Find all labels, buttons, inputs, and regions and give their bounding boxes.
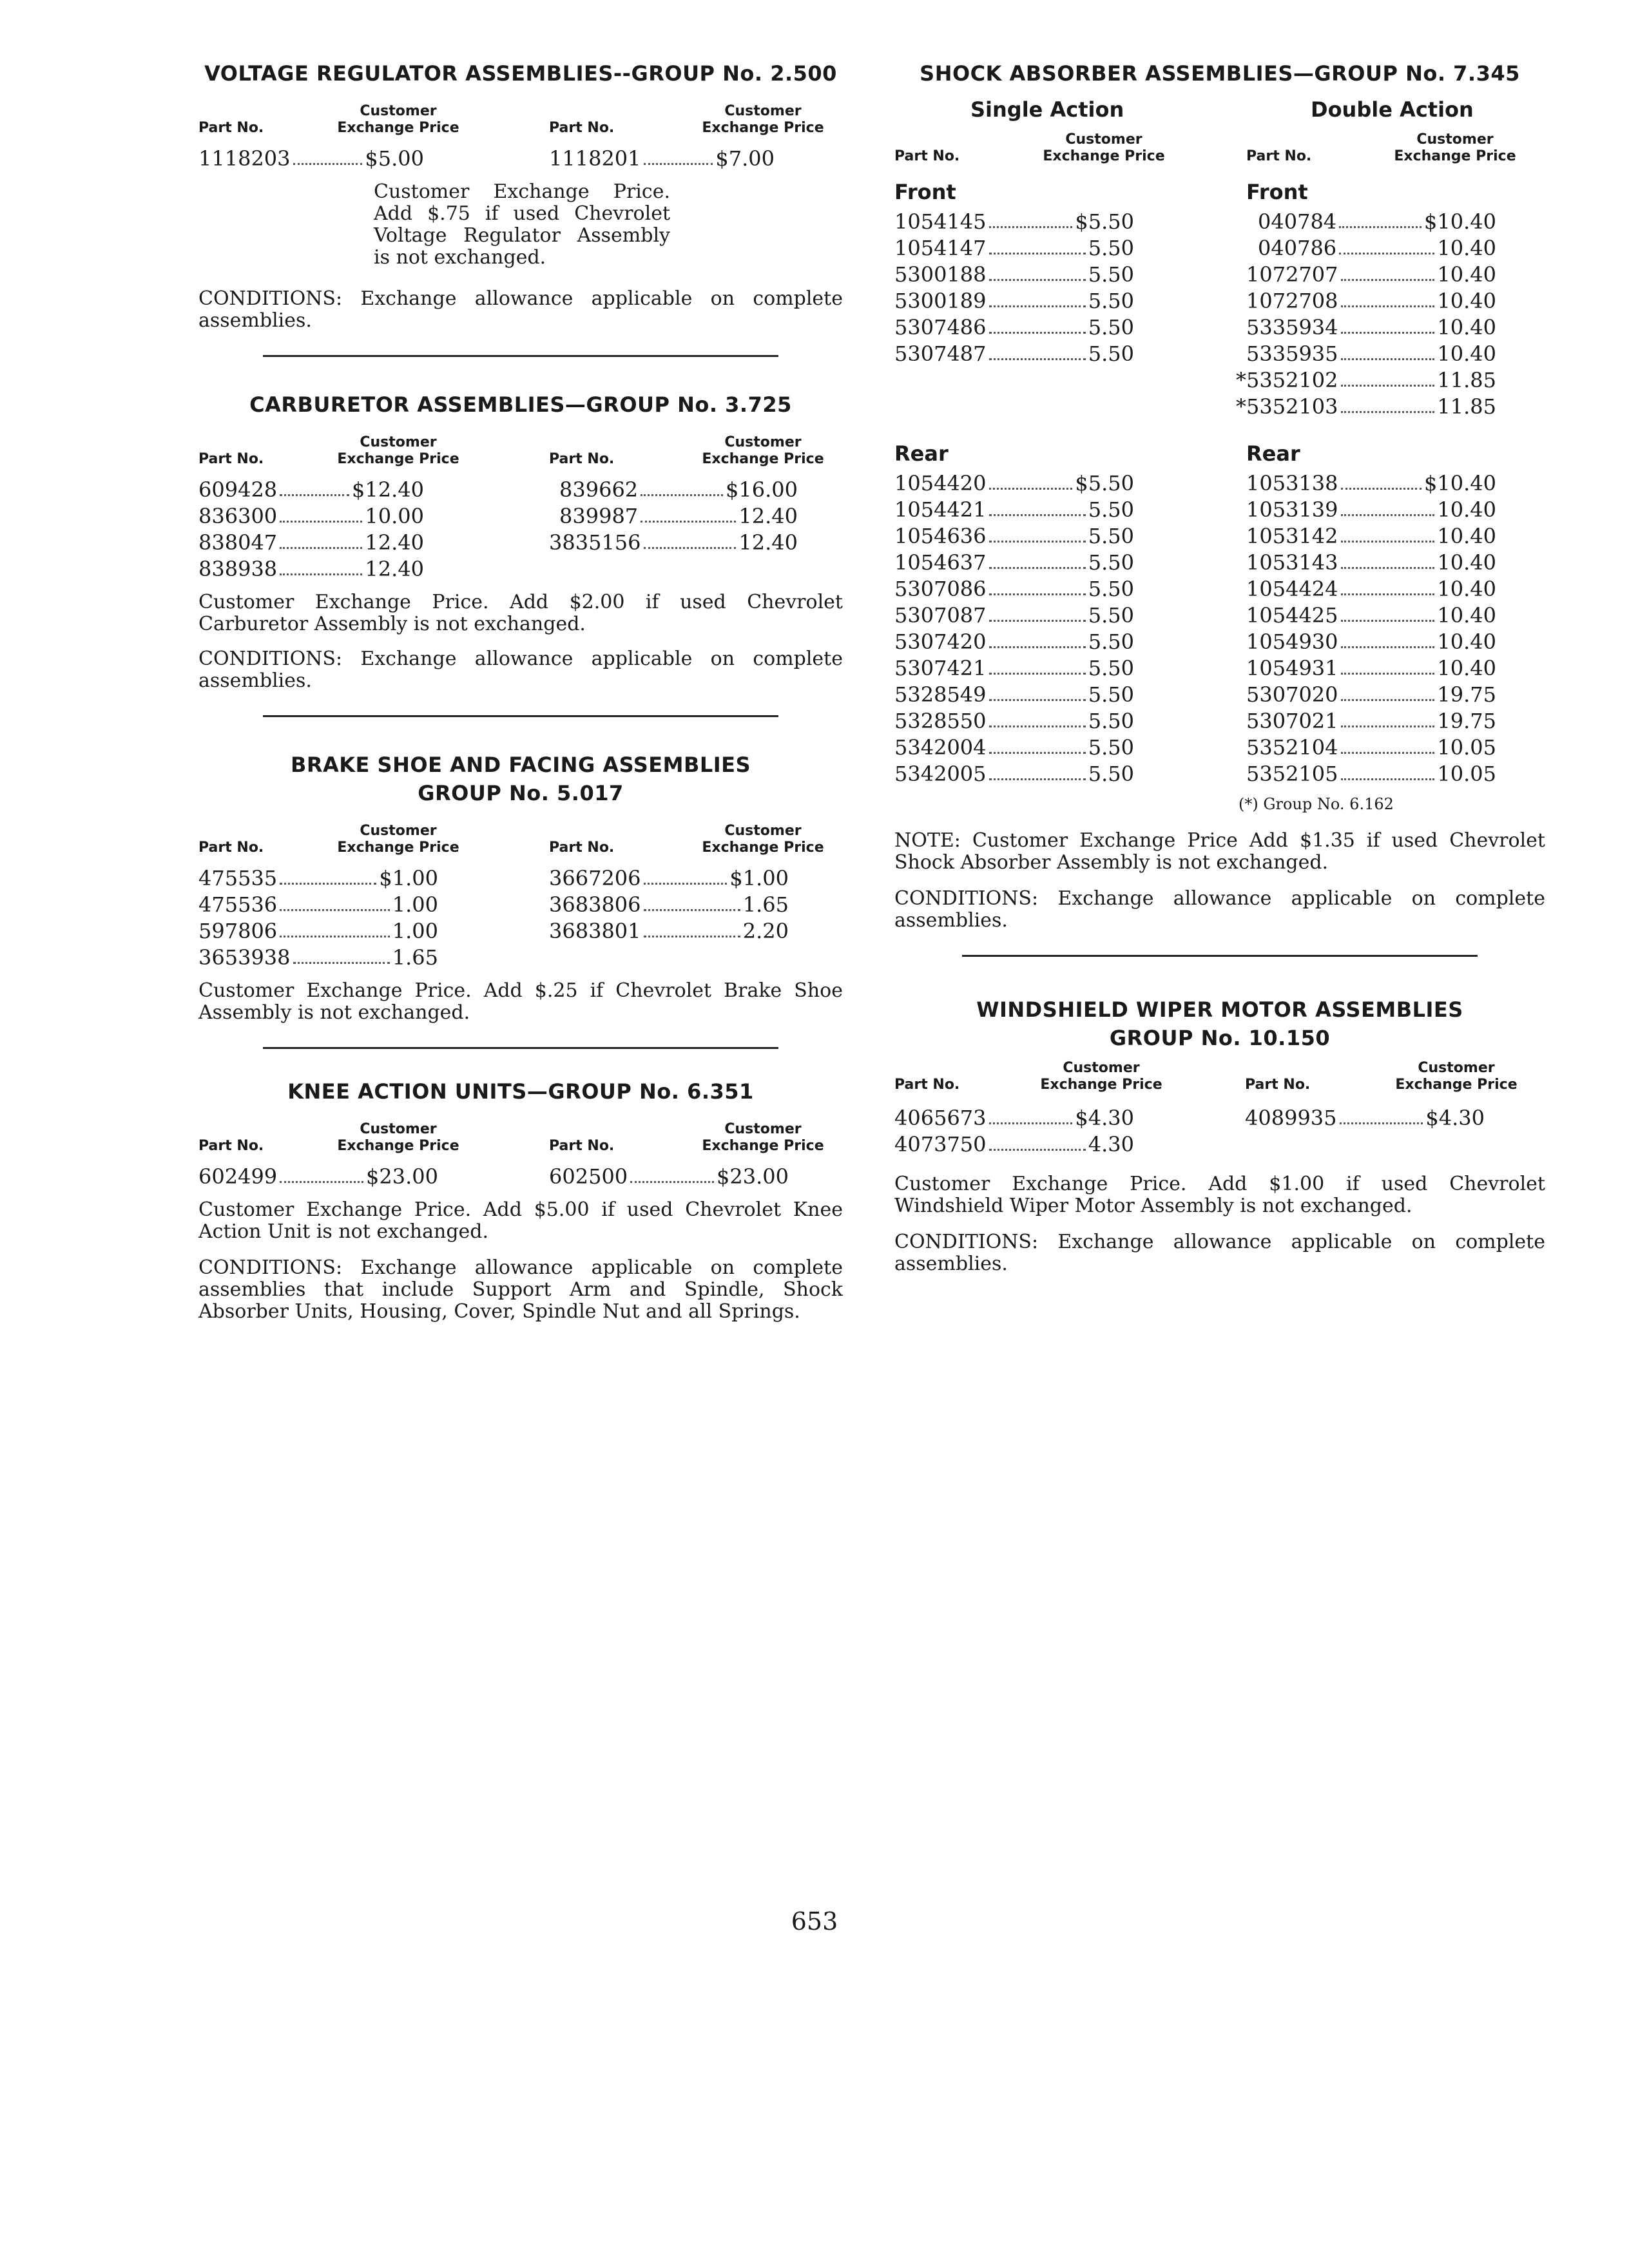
part-number: 839987 [559,504,639,528]
parts-table [198,865,843,971]
price: 5.50 [1088,656,1134,680]
price: 10.40 [1437,497,1496,522]
part-number: 602500 [549,1164,628,1189]
price: 5.50 [1088,762,1134,786]
part-number: 1054931 [1246,656,1338,680]
price: 11.85 [1437,394,1496,419]
column-header: Part No. [549,451,615,467]
part-number: 838938 [198,557,278,581]
part-number: 5328550 [894,709,987,733]
price: 10.40 [1437,236,1496,260]
price: 10.40 [1437,289,1496,313]
price: 5.50 [1088,577,1134,601]
price-note: NOTE: Customer Exchange Price Add $1.35 if used Chevrolet Shock Absorber Assembly is not exchanged. [894,829,1545,874]
price: $4.30 [1075,1106,1134,1130]
part-number: 1054147 [894,236,987,260]
part-number: 3835156 [549,530,641,555]
part-number: 1054637 [894,550,987,575]
column-header: Part No. [198,1138,264,1154]
price: $5.00 [365,146,424,171]
double-action-label: Double Action [1311,97,1474,122]
part-number: 838047 [198,530,278,555]
price: 10.40 [1437,262,1496,287]
price: 5.50 [1088,236,1134,260]
table-row [198,477,843,503]
voltage-regulator-section [198,59,843,357]
part-number: 5352105 [1246,762,1338,786]
column-header: Part No. [1245,1077,1311,1093]
column-header: Customer Exchange Price [337,434,459,467]
table-row [894,761,1545,787]
price: $4.30 [1425,1106,1485,1130]
price: 10.40 [1437,629,1496,654]
table-row [198,1164,843,1190]
part-number: 5307087 [894,603,987,628]
part-number: 5300189 [894,289,987,313]
table-row [198,530,843,556]
rear-labels [894,438,1545,470]
table-row [198,146,843,172]
price: 10.05 [1437,762,1496,786]
price: $23.00 [717,1164,789,1189]
price: 5.50 [1088,550,1134,575]
column-header: Customer Exchange Price [702,434,824,467]
column-header: Customer Exchange Price [337,823,459,856]
price: $1.00 [379,866,438,890]
parts-table [198,1164,843,1190]
single-action-label: Single Action [970,97,1124,122]
left-column [198,59,843,1323]
column-header: Part No. [549,120,615,136]
column-header: Customer Exchange Price [337,1121,459,1154]
part-number: 1118201 [549,146,641,171]
price: 12.40 [365,530,424,555]
table-row [198,865,843,892]
table-row [894,235,1545,262]
column-header: Customer Exchange Price [702,103,824,136]
price: 12.40 [365,557,424,581]
right-column [894,59,1545,1275]
part-number: 602499 [198,1164,278,1189]
part-number: 5307486 [894,315,987,340]
part-number: 1072707 [1246,262,1338,287]
part-number: 5342005 [894,762,987,786]
front-parts-table [894,209,1545,420]
price: 5.50 [1088,709,1134,733]
section-title: BRAKE SHOE AND FACING ASSEMBLIES [290,753,751,777]
part-number: 1054636 [894,524,987,548]
conditions-text: CONDITIONS: Exchange allowance applicable on complete assemblies. [198,287,843,332]
column-header: Part No. [198,120,264,136]
table-row [894,602,1545,629]
part-number: 1054420 [894,471,987,495]
column-header: Part No. [549,840,615,856]
section-title: SHOCK ABSORBER ASSEMBLIES—GROUP No. 7.345 [920,61,1520,86]
price: $10.40 [1424,209,1496,234]
price-note: Customer Exchange Price. Add $.25 if Chevrolet Brake Shoe Assembly is not exchanged. [198,979,843,1024]
rear-label: Rear [1246,441,1300,466]
part-number: 597806 [198,919,278,943]
table-row [894,367,1545,394]
parts-table [198,146,843,172]
front-label: Front [894,180,956,204]
table-header [198,820,843,856]
page-number: 653 [791,1907,838,1936]
column-header: Customer Exchange Price [337,103,459,136]
table-row [894,262,1545,288]
part-number: 839662 [559,477,639,502]
column-header: Customer Exchange Price [1394,131,1516,164]
price: $12.40 [352,477,424,502]
column-header: Customer Exchange Price [1395,1060,1518,1093]
table-row [894,288,1545,314]
table-row [894,394,1545,420]
table-row [894,1105,1545,1131]
column-header: Customer Exchange Price [702,823,824,856]
part-number: 4073750 [894,1132,987,1157]
price: 19.75 [1437,709,1496,733]
part-number: *5352103 [1236,394,1338,419]
parts-table [894,1105,1545,1158]
knee-action-section [198,1077,843,1323]
section-title: CARBURETOR ASSEMBLIES—GROUP No. 3.725 [249,392,792,417]
part-number: 1054145 [894,209,987,234]
table-row [894,209,1545,235]
parts-table [198,477,843,582]
column-header: Customer Exchange Price [1043,131,1165,164]
part-number: 609428 [198,477,278,502]
section-divider [263,715,778,717]
table-row [894,655,1545,682]
part-number: 1054424 [1246,577,1338,601]
section-divider [263,1047,778,1049]
table-row [894,314,1545,341]
price-note: Customer Exchange Price. Add $2.00 if used Chevrolet Carburetor Assembly is not exchanged. [198,591,843,635]
table-row [894,682,1545,708]
part-number: 3683806 [549,892,641,917]
price: 2.20 [742,919,789,943]
price: $5.50 [1075,471,1134,495]
section-divider [263,355,778,357]
price: 10.40 [1437,524,1496,548]
part-number: 5307020 [1246,682,1338,707]
conditions-text: CONDITIONS: Exchange allowance applicable on complete assemblies that include Support Arm and Spindle, Shock Absorber Units, Housing, Cover, Spindle Nut and all Springs. [198,1256,843,1323]
windshield-wiper-section [894,995,1545,1275]
table-row [894,523,1545,550]
rear-label: Rear [894,441,949,466]
shock-absorber-section [894,59,1545,957]
table-row [198,503,843,530]
table-row [894,735,1545,761]
part-number: 5300188 [894,262,987,287]
table-row [894,708,1545,735]
price: 1.65 [742,892,789,917]
table-row [894,629,1545,655]
price: 10.40 [1437,341,1496,366]
table-row [894,497,1545,523]
group-footnote: (*) Group No. 6.162 [1239,795,1394,813]
price: 1.00 [392,919,438,943]
part-number: 836300 [198,504,278,528]
part-number: 3667206 [549,866,641,890]
part-number: 040784 [1258,209,1337,234]
price: 1.00 [392,892,438,917]
part-number: 1054421 [894,497,987,522]
column-header: Part No. [894,148,960,164]
price: 10.00 [365,504,424,528]
price: $10.40 [1424,471,1496,495]
table-header [894,1057,1545,1093]
column-header: Customer Exchange Price [702,1121,824,1154]
action-type-labels [894,93,1545,125]
part-number: 475536 [198,892,278,917]
section-title: VOLTAGE REGULATOR ASSEMBLIES--GROUP No. 2.500 [204,61,837,86]
column-header: Part No. [198,840,264,856]
part-number: 4089935 [1245,1106,1337,1130]
column-header: Part No. [198,451,264,467]
table-row [894,470,1545,497]
part-number: 1054930 [1246,629,1338,654]
part-number: 5307021 [1246,709,1338,733]
section-subtitle: GROUP No. 10.150 [1109,1026,1331,1050]
part-number: 5307420 [894,629,987,654]
price: 10.40 [1437,577,1496,601]
table-row [894,576,1545,602]
part-number: 1072708 [1246,289,1338,313]
price: 12.40 [738,530,798,555]
brake-shoe-section [198,751,843,1049]
part-number: 5307487 [894,341,987,366]
part-number: 3683801 [549,919,641,943]
conditions-text: CONDITIONS: Exchange allowance applicable on complete assemblies. [198,648,843,692]
price: 10.40 [1437,603,1496,628]
carburetor-section [198,390,843,717]
table-row [198,556,843,582]
price: 5.50 [1088,524,1134,548]
price: $5.50 [1075,209,1134,234]
table-row [894,341,1545,367]
part-number: 5328549 [894,682,987,707]
price: 5.50 [1088,682,1134,707]
price: 5.50 [1088,262,1134,287]
part-number: 5307086 [894,577,987,601]
price: 4.30 [1088,1132,1134,1157]
column-header: Part No. [1246,148,1312,164]
part-number: 1053139 [1246,497,1338,522]
part-number: 1054425 [1246,603,1338,628]
price: 10.40 [1437,315,1496,340]
column-header: Part No. [894,1077,960,1093]
part-number: *5352102 [1236,368,1338,392]
table-header [198,1119,843,1155]
price: 5.50 [1088,603,1134,628]
price: $23.00 [366,1164,438,1189]
price-note: Customer Exchange Price. Add $.75 if used Chevrolet Voltage Regulator Assembly is not exchanged. [374,180,670,269]
table-header [198,432,843,468]
price: $1.00 [729,866,789,890]
table-header [894,129,1545,165]
section-title: WINDSHIELD WIPER MOTOR ASSEMBLIES [976,997,1463,1022]
part-number: 3653938 [198,945,291,970]
price: 5.50 [1088,289,1134,313]
part-number: 5352104 [1246,735,1338,760]
section-subtitle: GROUP No. 5.017 [418,781,624,805]
price: 10.05 [1437,735,1496,760]
part-number: 040786 [1258,236,1337,260]
price: 10.40 [1437,550,1496,575]
price: $7.00 [715,146,775,171]
table-row [198,918,843,945]
price-note: Customer Exchange Price. Add $1.00 if used Chevrolet Windshield Wiper Motor Assembly is not exchanged. [894,1173,1545,1217]
part-number: 1053143 [1246,550,1338,575]
price: 1.65 [392,945,438,970]
price: 5.50 [1088,735,1134,760]
price: 12.40 [738,504,798,528]
section-divider [962,955,1478,957]
table-row [198,945,843,971]
price: $16.00 [726,477,798,502]
part-number: 5307421 [894,656,987,680]
column-header: Customer Exchange Price [1040,1060,1162,1093]
conditions-text: CONDITIONS: Exchange allowance applicable on complete assemblies. [894,887,1545,932]
table-row [894,550,1545,576]
front-labels [894,177,1545,209]
price: 19.75 [1437,682,1496,707]
part-number: 5342004 [894,735,987,760]
table-header [198,101,843,137]
price: 5.50 [1088,497,1134,522]
rear-parts-table [894,470,1545,787]
table-row [894,1131,1545,1158]
price-note: Customer Exchange Price. Add $5.00 if used Chevrolet Knee Action Unit is not exchanged. [198,1198,843,1243]
price: 10.40 [1437,656,1496,680]
price: 5.50 [1088,341,1134,366]
price: 5.50 [1088,629,1134,654]
part-number: 5335935 [1246,341,1338,366]
front-label: Front [1246,180,1308,204]
price: 11.85 [1437,368,1496,392]
column-header: Part No. [549,1138,615,1154]
part-number: 5335934 [1246,315,1338,340]
part-number: 1118203 [198,146,291,171]
part-number: 1053138 [1246,471,1338,495]
conditions-text: CONDITIONS: Exchange allowance applicable on complete assemblies. [894,1231,1545,1275]
part-number: 475535 [198,866,278,890]
table-row [198,892,843,918]
part-number: 4065673 [894,1106,987,1130]
section-title: KNEE ACTION UNITS—GROUP No. 6.351 [287,1079,754,1104]
price: 5.50 [1088,315,1134,340]
part-number: 1053142 [1246,524,1338,548]
